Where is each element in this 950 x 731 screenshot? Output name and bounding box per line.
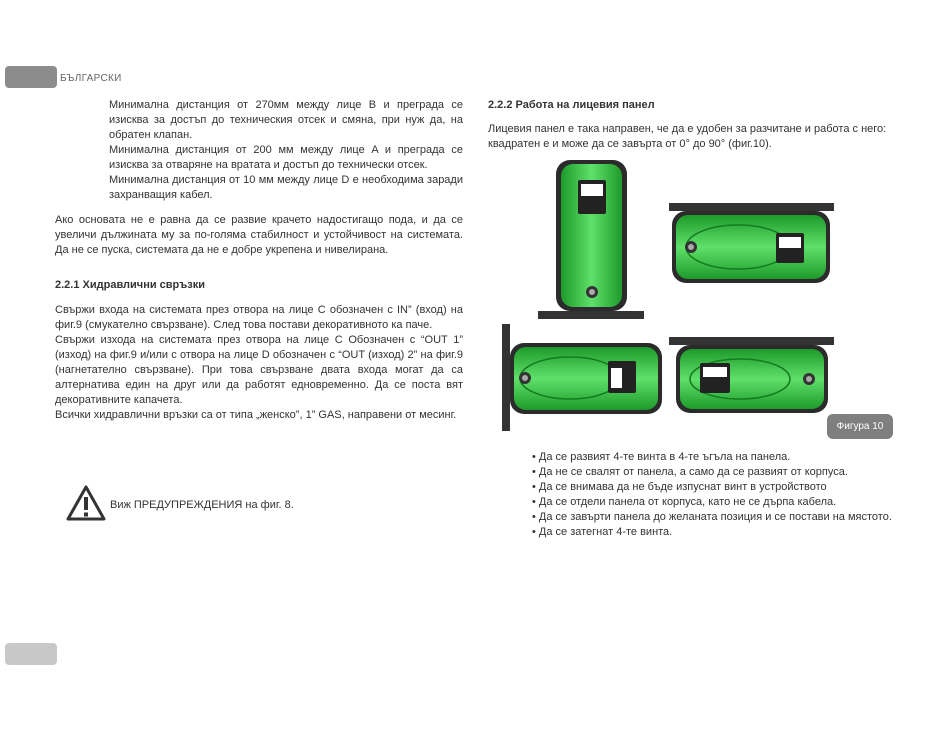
list-item: • Да се внимава да не бъде изпуснат винт в устройството [532,481,827,493]
left-column [55,98,463,423]
list-item: • Да се затегнат 4-те винта. [532,526,673,538]
distance-note-d: Минимална дистанция от 10 мм между лице D е необходима заради захранващия кабел. [109,174,463,201]
figure-pump-orientations [500,158,895,441]
hydraulic-section-body [55,303,463,423]
list-item: • Да се завърти панела до желаната позиция и се постави на мястото. [532,511,892,523]
figure-label: Фигура 10 [827,414,893,439]
base-paragraph: Ако основата не е равна да се развие крачето надостигащо пода, и да се увеличи дължината му за по-голяма стабилност и устойчивост на системата. Да не се пуска, системата да не е добре укрепена и нивелирана. [55,214,463,256]
hydraulic-section-title: 2.2.1 Хидравлични свръзки [55,279,206,291]
pump-horizontal-right [669,337,834,413]
distance-notes [55,98,463,203]
right-column [488,98,898,152]
language-header: БЪЛГАРСКИ [60,73,122,84]
warning-text: Виж ПРЕДУПРЕЖДЕНИЯ на фиг. 8. [110,499,294,511]
page-tab-top [5,66,57,88]
warning-icon [66,485,106,521]
panel-steps-list [532,450,902,540]
list-item: • Да се отдели панела от корпуса, като не се дърпа кабела. [532,496,837,508]
hydraulic-line-connections: Всички хидравлични връзки са от типа „женско”, 1” GAS, направени от месинг. [55,409,457,421]
pump-horizontal-left [502,324,662,431]
pump-vertical [538,160,644,319]
hydraulic-line-in: Свържи входа на системата през отвора на лице C обозначен с IN” (вход) на фиг.9 (смукателно свързване). След това постави декоративното ка паче. [55,304,463,331]
distance-note-a: Минимална дистанция от 200 мм между лице A и преграда се изисква за отваряне на вратата и достъп до технически отсек. [109,144,463,171]
list-item: • Да не се свалят от панела, а само да се развият от корпуса. [532,466,848,478]
list-item: • Да се развият 4-те винта в 4-те ъгъла на панела. [532,451,791,463]
panel-section-title: 2.2.2 Работа на лицевия панел [488,99,655,111]
page-tab-bottom [5,643,57,665]
pump-horizontal-top [669,203,834,283]
hydraulic-line-out: Свържи изхода на системата през отвора на лице C Обозначен с “OUT 1” (изход) на фиг.9 и/или с отвора на лице D обозначен с “OUT (изход) 2” на фиг.9 (нагнетателно свързване). При това свързване двата входа могат да са алтернатива един на друг или да работят едновременно. Да се поста вят декоративните капачета. [55,334,463,406]
panel-intro: Лицевия панел е така направен, че да е удобен за разчитане и работа с него: квадратен е и може да се завърта от 0° до 90° (фиг.10). [488,123,887,150]
distance-note-b: Минимална дистанция от 270мм между лице B и преграда се изисква за достъп до техническия отсек и смяна, при нуж да, на обратен клапан. [109,99,463,141]
